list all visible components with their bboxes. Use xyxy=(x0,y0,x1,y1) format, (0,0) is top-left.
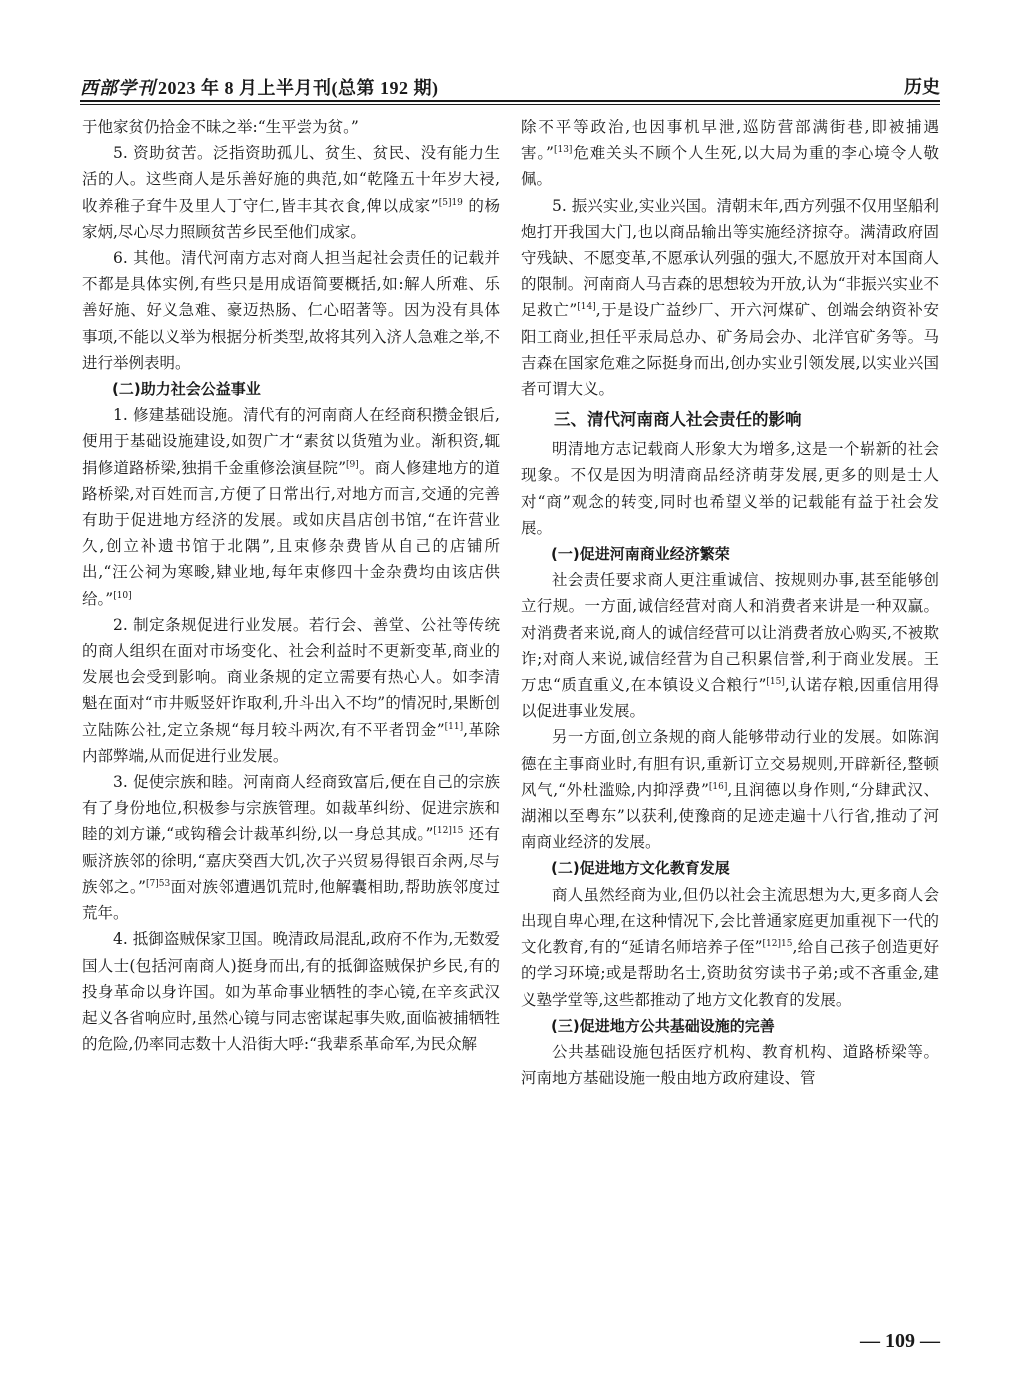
citation-ref: [7]53 xyxy=(145,878,171,889)
paragraph xyxy=(82,140,500,245)
paragraph-text: 2. 制定条规促进行业发展。若行会、善堂、公社等传统的商人组织在面对市场变化、社会利益时不更新变革,商业的发展也会受到影响。商业条规的定立需要有热心人。如李清魁在面对“市井贩竖奸诈取利,升斗出入不均”的情况时,果断创立陆陈公社,定立条规“每月较斗两次,有不平者罚金” xyxy=(82,615,500,739)
paragraph-text: 5. 振兴实业,实业兴国。清朝末年,西方列强不仅用坚船利炮打开我国大门,也以商品输出等实施经济掠夺。满清政府固守残缺、不愿变革,不愿承认列强的强大,不愿放开对本国商人的限制。河南商人马吉森的思想较为开放,认为“非振兴实业不足救亡” xyxy=(521,196,939,320)
paragraph xyxy=(521,1039,939,1091)
paragraph-text: 于他家贫仍拾金不昧之举:“生平尝为贫。” xyxy=(82,118,359,136)
running-header xyxy=(80,70,940,100)
paragraph xyxy=(521,436,939,541)
paragraph xyxy=(82,769,500,926)
paragraph xyxy=(82,245,500,376)
citation-ref: [5]19 xyxy=(438,197,463,208)
paragraph-text: 1. 修建基础设施。清代有的河南商人在经商积攒金银后,便用于基础设施建设,如贺广才“素贫以货殖为业。渐积资,辄捐修道路桥梁,独捐千金重修浍演昼院” xyxy=(82,406,500,477)
issue-label: 2023 年 8 月上半月刊(总第 192 期) xyxy=(158,78,439,98)
paragraph-text: 商人虽然经商为业,但仍以社会主流思想为大,更多商人会出现自卑心理,在这种情况下,会比普通家庭更加重视下一代的文化教育,有的“延请名师培养子侄” xyxy=(521,885,939,957)
paragraph xyxy=(521,724,939,855)
page-number: — 109 — xyxy=(860,1330,940,1352)
citation-ref: [14] xyxy=(577,302,596,313)
paragraph xyxy=(82,612,500,769)
paragraph-text: 3. 促使宗族和睦。河南商人经商致富后,便在自己的宗族有了身份地位,积极参与宗族管理。如裁革纠纷、促进宗族和睦的刘方谦,“或钩稽会计裁革纠纷,以一身总其成。” xyxy=(82,773,500,844)
section-heading: (二)促进地方文化教育发展 xyxy=(551,859,730,878)
paragraph-text: ,革除内部弊端,从而促进行业发展。 xyxy=(82,720,500,765)
section-heading: (一)促进河南商业经济繁荣 xyxy=(551,545,730,564)
paragraph-text: 的杨家炳,尽心尽力照顾贫苦乡民至他们成家。 xyxy=(82,196,500,241)
section-heading: (三)促进地方公共基础设施的完善 xyxy=(551,1016,775,1035)
paragraph-text: 明清地方志记载商人形象大为增多,这是一个崭新的社会现象。不仅是因为明清商品经济萌芽发展,更多的则是士人对“商”观念的转变,同时也希望义举的记载能有益于社会发展。 xyxy=(521,440,939,537)
paragraph xyxy=(521,193,939,403)
section-heading: 三、清代河南商人社会责任的影响 xyxy=(554,410,802,430)
paragraph xyxy=(82,114,500,140)
paragraph-text: 面对族邻遭遇饥荒时,他解囊相助,帮助族邻度过荒年。 xyxy=(82,877,500,923)
citation-ref: [10] xyxy=(113,590,132,601)
paragraph-text: 。商人修建地方的道路桥梁,对百姓而言,方便了日常出行,对地方而言,交通的完善有助于促进地方经济的发展。或如庆昌店创书馆,“在许营业久,创立补遗书馆于北隅”,且束修杂费皆从自己的店铺所出,“汪公祠为寒畯,肄业地,每年束修四十金杂费均由该店供给。” xyxy=(82,458,500,608)
citation-ref: [12]15 xyxy=(762,939,793,950)
paragraph xyxy=(82,926,500,1057)
section-label: 历史 xyxy=(904,77,940,98)
paragraph-text: 除不平等政治,也因事机早泄,巡防营部满街巷,即被捕遇害。” xyxy=(521,118,939,163)
header-rule xyxy=(80,100,940,102)
citation-ref: [16] xyxy=(708,781,728,792)
section-heading: (二)助力社会公益事业 xyxy=(112,380,261,399)
paragraph-text: ,给自己孩子创造更好的学习环境;或是帮助名士,资助贫穷读书子弟;或不吝重金,建义塾学堂等,这些都推动了地方文化教育的发展。 xyxy=(521,938,940,1009)
paragraph xyxy=(521,567,939,724)
paragraph xyxy=(82,402,500,612)
left-column xyxy=(82,114,500,1057)
paragraph-text: 6. 其他。清代河南方志对商人担当起社会责任的记载并不都是具体实例,有些只是用成语简要概括,如:解人所难、乐善好施、好义急难、豪迈热肠、仁心昭著等。因为没有具体事项,不能以义举为根据分析类型,故将其列入济人急难之举,不进行举例表明。 xyxy=(82,249,500,372)
paragraph-text: 另一方面,创立条规的商人能够带动行业的发展。如陈润德在主事商业时,有胆有识,重新订立交易规则,开辟新径,整顿风气,“外杜滥赊,内抑浮费” xyxy=(521,728,939,799)
citation-ref: [9] xyxy=(346,459,359,470)
paragraph-text: 5. 资助贫苦。泛指资助孤儿、贫生、贫民、没有能力生活的人。这些商人是乐善好施的典范,如“乾隆五十年岁大祲,收养稚子耷牛及里人丁守仁,皆丰其衣食,俾以成家” xyxy=(82,144,500,215)
paragraph-text: ,认诺存粮,因重信用得以促进事业发展。 xyxy=(521,676,940,721)
citation-ref: [11] xyxy=(444,721,464,732)
paragraph-text: 公共基础设施包括医疗机构、教育机构、道路桥梁等。河南地方基础设施一般由地方政府建设、管 xyxy=(521,1042,939,1088)
paragraph-text: ,且润德以身作则,“分肆武汉、湖湘以至粤东”以获利,使豫商的足迹走遍十八行省,推动了河南商业经济的发展。 xyxy=(521,780,940,852)
paragraph xyxy=(521,882,939,1013)
paragraph-text: ,于是设广益纱厂、开六河煤矿、创端会纳资补安阳工商业,担任平汞局总办、矿务局会办、北洋官矿务等。马吉森在国家危难之际挺身而出,创办实业引领发展,以实业兴国者可谓大义。 xyxy=(521,301,939,399)
header-journal-issue xyxy=(80,74,439,100)
header-rule-thin xyxy=(80,104,940,105)
right-column xyxy=(521,114,939,1091)
paragraph-text: 危难关头不顾个人生死,以大局为重的李心境令人敬佩。 xyxy=(521,144,939,189)
paragraph-text: 还有赈济族邻的徐明,“嘉庆癸酉大饥,次子兴贸易得银百余两,尽与族邻之。” xyxy=(82,825,500,896)
citation-ref: [15] xyxy=(766,677,785,688)
citation-ref: [13] xyxy=(553,145,573,156)
paragraph-text: 4. 抵御盗贼保家卫国。晚清政局混乱,政府不作为,无数爱国人士(包括河南商人)挺身而出,有的抵御盗贼保护乡民,有的投身革命以身许国。如为革命事业牺牲的李心镜,在辛亥武汉起义各省响应时,虽然心镜与同志密谋起事失败,面临被捕牺牲的危险,仍率同志数十人沿街大呼:“我辈系革命军,为民众解 xyxy=(82,930,500,1054)
paragraph-text: 社会责任要求商人更注重诚信、按规则办事,甚至能够创立行规。一方面,诚信经营对商人和消费者来讲是一种双赢。对消费者来说,商人的诚信经营可以让消费者放心购买,不被欺诈;对商人来说,诚信经营为自己积累信誉,利于商业发展。王万忠“质直重义,在本镇设义合粮行” xyxy=(521,571,939,695)
paragraph xyxy=(521,114,939,193)
citation-ref: [12]15 xyxy=(433,826,464,837)
journal-logo: 西部学刊 xyxy=(80,78,156,98)
